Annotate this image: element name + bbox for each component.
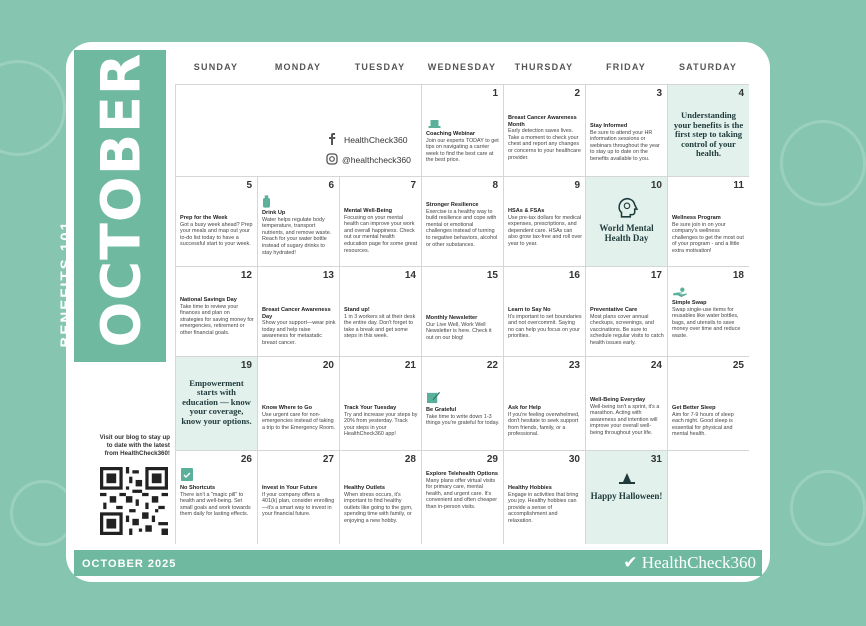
day-number: 8 — [492, 180, 498, 191]
day-number: 26 — [240, 454, 252, 465]
calendar-card — [57, 42, 770, 582]
day-number: 6 — [328, 180, 334, 191]
quote-cell — [585, 176, 667, 266]
month-sidebar — [57, 50, 166, 362]
journal-pen-icon — [427, 391, 440, 404]
day-body — [590, 397, 664, 437]
day-number: 23 — [568, 360, 580, 371]
facebook-icon[interactable] — [326, 133, 338, 145]
instagram-icon[interactable] — [326, 153, 338, 165]
event-desc: If you're feeling overwhelmed, don't hesitate to seek support from friends, family, or a professional. — [508, 411, 580, 438]
day-cell — [421, 176, 503, 266]
day-body — [262, 405, 336, 431]
day-cell — [667, 356, 749, 450]
day-number: 20 — [322, 360, 334, 371]
quote-cell — [585, 450, 667, 544]
day-cell — [421, 266, 503, 356]
day-number: 9 — [574, 180, 580, 191]
event-title: No Shortcuts — [180, 485, 216, 491]
event-title: Ask for Help — [508, 405, 541, 411]
day-number: 14 — [404, 270, 416, 281]
event-title: Stay Informed — [590, 123, 628, 129]
day-body — [344, 485, 418, 525]
day-cell — [257, 356, 339, 450]
event-desc: Swap single-use items for reusables like water bottles, bags, and utensils to save money over time and reduce waste. — [672, 306, 741, 339]
day-cell — [257, 266, 339, 356]
calendar-grid — [175, 84, 758, 544]
event-title: Invest in Your Future — [262, 485, 318, 491]
day-number: 5 — [246, 180, 252, 191]
event-desc: Use pre-tax dollars for medical expenses, prescriptions, and dependent care. HSAs can also grow tax-free and roll over year to year. — [508, 214, 583, 247]
day-body — [672, 300, 746, 340]
event-title: Drink Up — [262, 210, 286, 216]
event-desc: Take time to review your finances and plan on strategies for saving money for emergencies, retirement or other financial goals. — [180, 303, 254, 336]
day-number: 29 — [486, 454, 498, 465]
day-body — [344, 405, 418, 438]
event-desc: Show your support—wear pink today and help raise awareness for metastatic breast cancer. — [262, 320, 336, 346]
day-number: 1 — [492, 88, 498, 99]
day-number: 24 — [650, 360, 662, 371]
day-cell — [175, 176, 257, 266]
day-number: 22 — [486, 360, 498, 371]
day-header: SATURDAY — [678, 62, 738, 72]
day-number: 31 — [650, 454, 662, 465]
event-desc: 1 in 3 workers sit at their desk the entire day. Don't forget to take a break and get some steps in this week. — [344, 313, 416, 340]
water-bottle-icon — [263, 195, 270, 208]
day-number: 18 — [732, 270, 744, 281]
quote-cell — [667, 84, 749, 176]
empty-cell — [667, 450, 749, 544]
day-body — [672, 405, 746, 438]
day-number: 2 — [574, 88, 580, 99]
event-desc: Most plans cover annual checkups, screenings, and vaccinations. Be sure to schedule regular visits to catch health issues early. — [590, 313, 664, 346]
day-cell — [421, 450, 503, 544]
day-cell — [585, 84, 667, 176]
mental-health-day-label: World Mental Health Day — [599, 223, 654, 243]
event-title: Healthy Hobbies — [508, 485, 552, 491]
day-number: 10 — [650, 180, 662, 191]
day-body — [590, 307, 664, 347]
event-title: Wellness Program — [672, 215, 721, 221]
day-number: 16 — [568, 270, 580, 281]
day-number: 13 — [322, 270, 334, 281]
day-body — [262, 485, 336, 518]
blank-social-cell — [175, 84, 421, 176]
day-number: 3 — [656, 88, 662, 99]
event-desc: Got a busy week ahead? Prep your meals and map out your to-do list today to have a successful start to your week. — [180, 221, 253, 248]
instagram-handle[interactable]: @healthcheck360 — [342, 155, 411, 165]
event-title: Stand up! — [344, 307, 370, 313]
day-cell — [585, 356, 667, 450]
benefits-101-label: BENEFITS 101 — [57, 220, 75, 348]
day-cell — [257, 176, 339, 266]
event-title: Prep for the Week — [180, 215, 228, 221]
facebook-handle[interactable]: HealthCheck360 — [344, 135, 408, 145]
day-number: 4 — [738, 88, 744, 99]
day-header: THURSDAY — [514, 62, 574, 72]
day-cell — [421, 84, 503, 176]
event-desc: Join our experts TODAY to get tips on navigating a carrier week to find the best care at the best price. — [426, 137, 499, 164]
event-title: Know Where to Go — [262, 405, 313, 411]
event-desc: Well-being isn't a sprint, it's a marathon. Acting with awareness and intention will improve your overall well-being throughout your life. — [590, 403, 660, 436]
event-title: Monthly Newsletter — [426, 315, 478, 321]
day-body — [508, 208, 582, 248]
event-desc: Early detection saves lives. Take a moment to check your chest and report any changes or concerns to your healthcare provider. — [508, 128, 581, 161]
event-title: Well-Being Everyday — [590, 397, 646, 403]
event-desc: It's important to set boundaries and not overcommit. Saying no can help you focus on your priorities. — [508, 313, 582, 340]
event-desc: Try and increase your steps by 20% from yesterday. Track your steps in your HealthCheck360 app! — [344, 411, 418, 438]
day-cell — [175, 450, 257, 544]
event-desc: If your company offers a 401(k) plan, consider enrolling—it's a smart way to invest in your financial future. — [262, 491, 335, 518]
day-body — [508, 405, 582, 438]
event-title: Simple Swap — [672, 300, 707, 306]
event-desc: When stress occurs, it's important to find healthy outlets like going to the gym, spending time with family, or enjoying a new hobby. — [344, 491, 413, 524]
benefits-quote: Understanding your benefits is the first step to taking control of your health. — [673, 110, 744, 158]
witch-hat-icon — [619, 473, 635, 485]
empowerment-quote: Empowerment starts with education — know your coverage, know your options. — [181, 378, 252, 426]
day-number: 17 — [650, 270, 662, 281]
sidebar-title-group — [57, 52, 153, 348]
day-cell — [339, 450, 421, 544]
quote-cell — [175, 356, 257, 450]
day-cell — [503, 450, 585, 544]
event-title: Get Better Sleep — [672, 405, 716, 411]
event-title: HSAs & FSAs — [508, 208, 545, 214]
day-body — [426, 471, 500, 511]
day-body — [426, 202, 500, 248]
day-body — [426, 315, 500, 341]
day-body — [426, 131, 500, 164]
checklist-icon — [181, 467, 193, 481]
day-cell — [503, 176, 585, 266]
event-title: Breast Cancer Awareness Month — [508, 115, 577, 128]
day-cell — [503, 266, 585, 356]
day-header: MONDAY — [274, 62, 322, 72]
day-header: WEDNESDAY — [427, 62, 497, 72]
day-body — [590, 123, 664, 163]
day-cell — [503, 84, 585, 176]
event-desc: Many plans offer virtual visits for primary care, mental health, and urgent care. It's convenient and often cheaper than in-person visits. — [426, 477, 498, 510]
day-number: 19 — [240, 360, 252, 371]
event-desc: Aim for 7-9 hours of sleep each night. Good sleep is essential for physical and mental health. — [672, 411, 734, 438]
day-number: 25 — [732, 360, 744, 371]
day-body — [180, 485, 254, 518]
day-cell — [257, 450, 339, 544]
event-title: Learn to Say No — [508, 307, 551, 313]
day-body — [180, 215, 254, 248]
background-ring — [0, 60, 66, 156]
event-title: National Savings Day — [180, 297, 237, 303]
event-title: Healthy Outlets — [344, 485, 386, 491]
event-desc: Engage in activities that bring you joy. Healthy hobbies can provide a sense of accomplishment and relaxation. — [508, 491, 579, 524]
event-title: Be Grateful — [426, 407, 457, 413]
event-desc: Focusing on your mental health can improve your work and overall happiness. Check out our mental health education page for some great resources. — [344, 214, 418, 254]
day-header: SUNDAY — [193, 62, 239, 72]
event-desc: Water helps regulate body temperature, transport nutrients, and remove waste. Reach for your water bottle instead of sugary drinks to stay hydrated! — [262, 216, 332, 256]
recycle-hand-icon — [673, 287, 688, 298]
day-cell — [667, 176, 749, 266]
event-desc: Our Live Well, Work Well Newsletter is here. Check it out on our blog! — [426, 321, 492, 341]
month-title: OCTOBER — [89, 52, 153, 348]
day-cell — [421, 356, 503, 450]
footer-month: OCTOBER 2025 — [82, 558, 177, 570]
footer-brand-name: HealthCheck360 — [641, 553, 756, 572]
day-number: 12 — [240, 270, 252, 281]
event-title: Breast Cancer Awareness Day — [262, 307, 331, 320]
day-body — [180, 297, 254, 337]
day-body — [344, 208, 418, 254]
day-number: 21 — [404, 360, 416, 371]
background-ring — [790, 470, 866, 546]
day-body — [672, 215, 746, 255]
event-desc: Be sure join in on your company's wellness challenges to get the most out of your program - and a little extra motivation! — [672, 221, 744, 254]
blog-qr-code[interactable] — [100, 467, 168, 535]
day-cell — [175, 266, 257, 356]
event-title: Explore Telehealth Options — [426, 471, 499, 477]
day-cell — [585, 266, 667, 356]
day-number: 28 — [404, 454, 416, 465]
blog-promo-text: Visit our blog to stay up to date with the latest from HealthCheck360! — [99, 434, 170, 457]
event-title: Coaching Webinar — [426, 131, 476, 137]
day-header: FRIDAY — [606, 62, 646, 72]
day-body — [508, 115, 582, 161]
day-body — [262, 210, 336, 256]
event-desc: Be sure to attend your HR information sessions or webinars throughout the year to stay up to date on the benefits available to you. — [590, 129, 660, 162]
day-body — [262, 307, 336, 347]
background-ring — [780, 120, 866, 206]
event-title: Preventative Care — [590, 307, 638, 313]
halloween-greeting: Happy Halloween! — [590, 491, 663, 501]
day-body — [508, 307, 582, 340]
day-body — [344, 307, 418, 340]
day-number: 7 — [410, 180, 416, 191]
footer-brand-logo: ✔ HealthCheck360 — [623, 553, 756, 572]
day-cell — [339, 176, 421, 266]
day-number: 15 — [486, 270, 498, 281]
event-title: Track Your Tuesday — [344, 405, 397, 411]
day-cell — [503, 356, 585, 450]
day-body — [426, 407, 500, 427]
day-body — [508, 485, 582, 525]
event-desc: There isn't a "magic pill" to health and well-being. Set small goals and work towards them daily for lasting effects. — [180, 491, 251, 518]
day-cell — [339, 356, 421, 450]
event-title: Stronger Resilience — [426, 202, 479, 208]
day-number: 27 — [322, 454, 334, 465]
day-cell — [667, 266, 749, 356]
day-number: 11 — [733, 180, 744, 191]
footer-bar — [74, 550, 762, 576]
laptop-icon — [428, 119, 441, 129]
head-brain-icon — [616, 197, 638, 219]
event-title: Mental Well-Being — [344, 208, 393, 214]
day-cell — [339, 266, 421, 356]
day-header: TUESDAY — [354, 62, 406, 72]
day-number: 30 — [568, 454, 580, 465]
event-desc: Exercise is a healthy way to build resilience and cope with mental or emotional challenges instead of turning to negative behaviors, alcohol or other substances. — [426, 208, 498, 248]
event-desc: Use urgent care for non-emergencies instead of taking a trip to the Emergency Room. — [262, 411, 336, 431]
event-desc: Take time to write down 1-3 things you're grateful for today. — [426, 413, 500, 427]
